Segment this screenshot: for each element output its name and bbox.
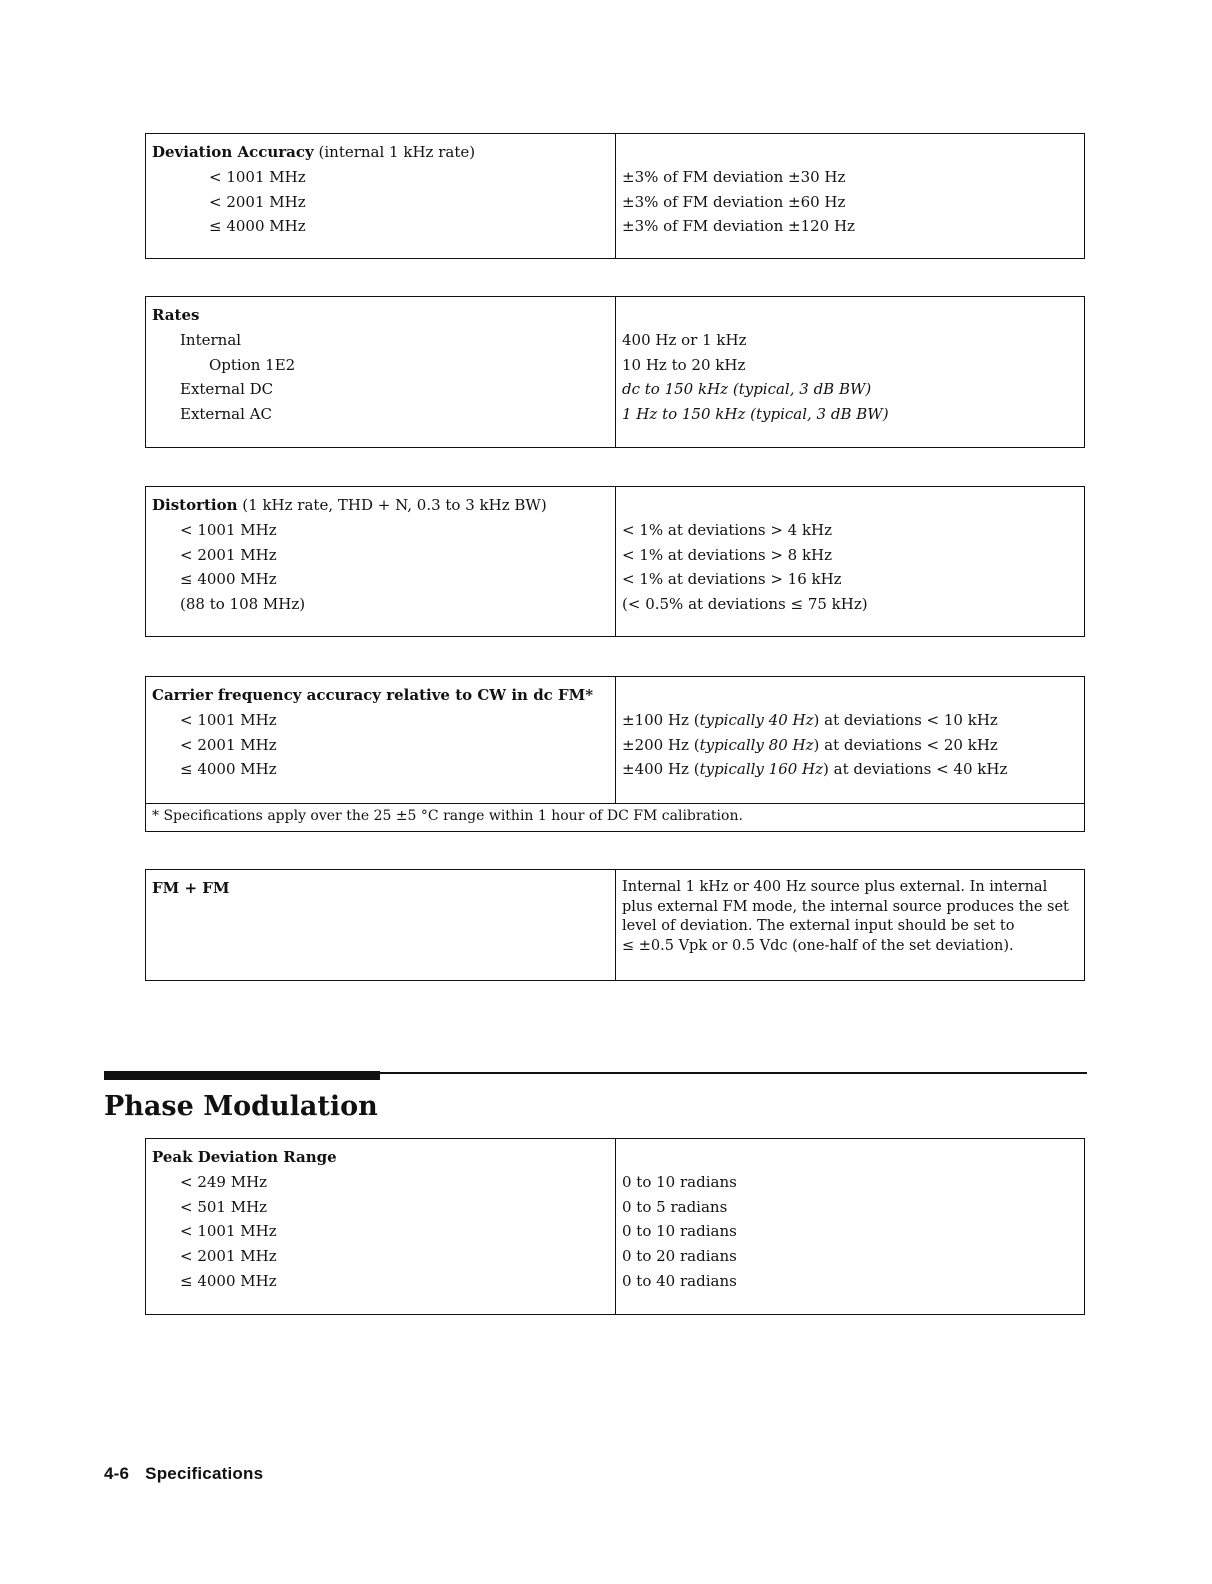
row-label: < 2001 MHz	[180, 1247, 277, 1266]
section-rule-thick	[104, 1071, 380, 1080]
table-footnote: * Specifications apply over the 25 ±5 °C range within 1 hour of DC FM calibration.	[146, 803, 1084, 831]
row-label: ≤ 4000 MHz	[209, 217, 306, 236]
page-footer	[104, 1464, 263, 1484]
section-title: Phase Modulation	[104, 1091, 378, 1122]
table-title: Rates	[152, 306, 200, 324]
row-value: (< 0.5% at deviations ≤ 75 kHz)	[622, 595, 868, 614]
row-label: < 249 MHz	[180, 1172, 268, 1191]
table-title: Deviation Accuracy (internal 1 kHz rate)	[152, 143, 476, 161]
table-title: Peak Deviation Range	[152, 1148, 337, 1166]
row-label: < 1001 MHz	[180, 1222, 277, 1241]
section-rule-thin	[380, 1072, 1087, 1074]
carrier-accuracy-table	[145, 676, 1085, 832]
page-number: 4-6	[104, 1464, 130, 1483]
table-title: Carrier frequency accuracy relative to CW in dc FM*	[152, 686, 594, 704]
description-line: plus external FM mode, the internal source produces the set	[622, 898, 1069, 915]
fm-fm-table	[145, 869, 1085, 981]
row-label: < 1001 MHz	[209, 167, 306, 186]
row-value: 400 Hz or 1 kHz	[622, 330, 747, 349]
row-label: ≤ 4000 MHz	[180, 760, 277, 779]
row-value: 0 to 40 radians	[622, 1271, 737, 1290]
row-label: External AC	[180, 405, 272, 424]
footer-label: Specifications	[145, 1464, 264, 1483]
row-value: 0 to 10 radians	[622, 1222, 737, 1241]
row-label: < 1001 MHz	[180, 710, 277, 729]
deviation-accuracy-table	[145, 133, 1085, 259]
distortion-table	[145, 486, 1085, 637]
row-label: < 1001 MHz	[180, 520, 277, 539]
row-value: < 1% at deviations > 8 kHz	[622, 545, 833, 564]
row-value: ±3% of FM deviation ±30 Hz	[622, 167, 846, 186]
peak-deviation-table	[145, 1138, 1085, 1315]
row-value: 0 to 20 radians	[622, 1247, 737, 1266]
row-label: Internal	[180, 330, 242, 349]
row-value: ±400 Hz (typically 160 Hz) at deviations < 40 kHz	[622, 760, 1008, 779]
row-label: ≤ 4000 MHz	[180, 1271, 277, 1290]
table-title: Distortion (1 kHz rate, THD + N, 0.3 to 3 kHz BW)	[152, 496, 547, 514]
row-label: External DC	[180, 380, 274, 399]
row-label: (88 to 108 MHz)	[180, 595, 306, 614]
row-value: 0 to 5 radians	[622, 1197, 728, 1216]
row-value: ±100 Hz (typically 40 Hz) at deviations < 10 kHz	[622, 710, 998, 729]
description-line: ≤ ±0.5 Vpk or 0.5 Vdc (one-half of the set deviation).	[622, 938, 1014, 955]
rates-table	[145, 296, 1085, 448]
row-label: < 501 MHz	[180, 1197, 268, 1216]
row-value: < 1% at deviations > 4 kHz	[622, 520, 833, 539]
table-title: FM + FM	[152, 879, 230, 897]
row-value: 0 to 10 radians	[622, 1172, 737, 1191]
row-label: < 2001 MHz	[180, 735, 277, 754]
description-line: Internal 1 kHz or 400 Hz source plus external. In internal	[622, 879, 1048, 895]
row-value: ±200 Hz (typically 80 Hz) at deviations < 20 kHz	[622, 735, 998, 754]
description-line: level of deviation. The external input should be set to	[622, 918, 1015, 935]
row-value: 10 Hz to 20 kHz	[622, 355, 746, 374]
row-value: dc to 150 kHz (typical, 3 dB BW)	[622, 380, 872, 399]
row-label: < 2001 MHz	[209, 192, 306, 211]
row-label: < 2001 MHz	[180, 545, 277, 564]
row-label: Option 1E2	[209, 355, 296, 374]
row-label: ≤ 4000 MHz	[180, 570, 277, 589]
row-value: 1 Hz to 150 kHz (typical, 3 dB BW)	[622, 405, 889, 424]
row-value: ±3% of FM deviation ±120 Hz	[622, 217, 855, 236]
row-value: < 1% at deviations > 16 kHz	[622, 570, 842, 589]
row-value: ±3% of FM deviation ±60 Hz	[622, 192, 846, 211]
